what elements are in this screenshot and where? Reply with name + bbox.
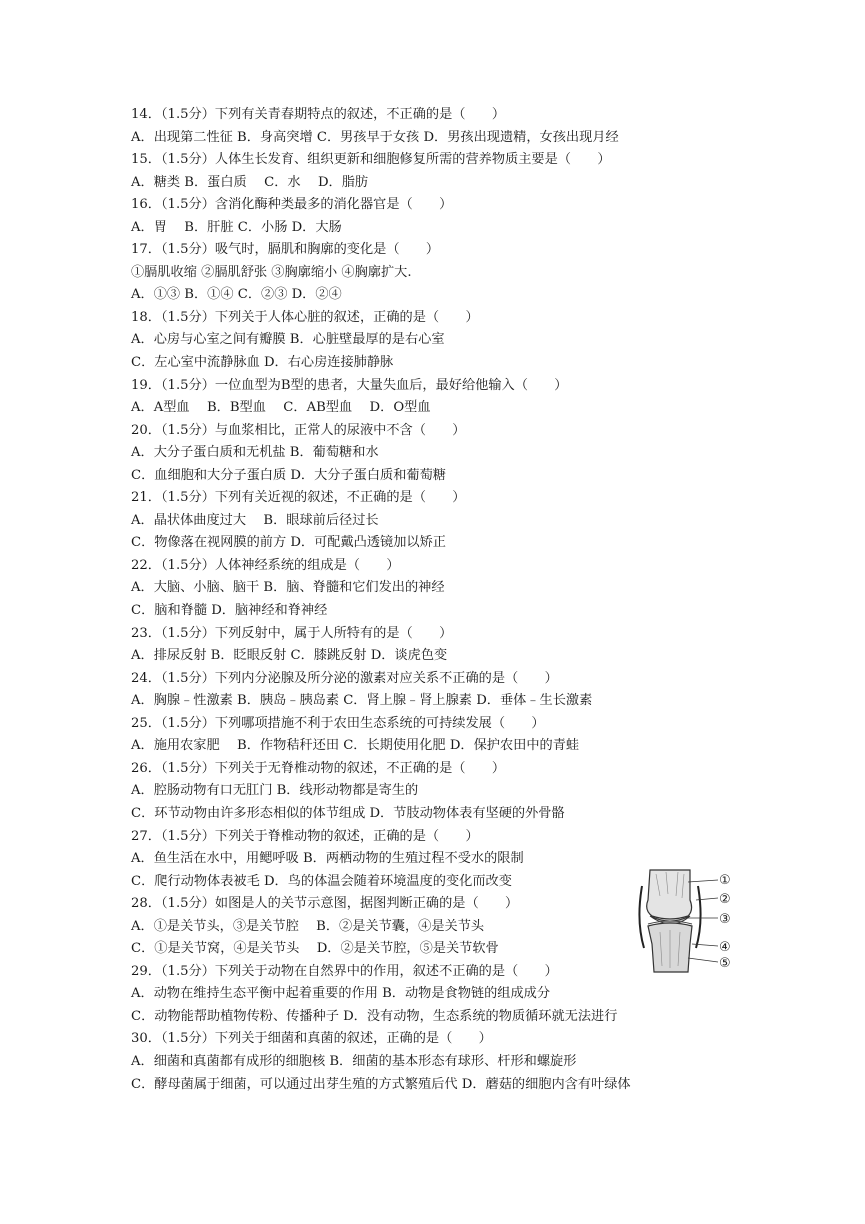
joint-label-5: ⑤: [719, 956, 731, 971]
question-stem: 26．（1.5分）下列关于无脊椎动物的叙述，不正确的是（ ）: [131, 760, 506, 776]
question-stem: 19．（1.5分）一位血型为B型的患者，大量失血后，最好给他输入（ ）: [131, 377, 568, 393]
question-options: A．施用农家肥 B．作物秸秆还田 C．长期使用化肥 D．保护农田中的青蛙: [131, 738, 580, 754]
question-options: A．晶状体曲度过大 B．眼球前后径过长: [131, 512, 379, 528]
question-stem: 20．（1.5分）与血浆相比，正常人的尿液中不含（ ）: [131, 422, 466, 438]
question-options: C．酵母菌属于细菌，可以通过出芽生殖的方式繁殖后代 D．蘑菇的细胞内含有叶绿体: [131, 1076, 631, 1092]
joint-label-2: ②: [719, 892, 731, 907]
question-stem: 18．（1.5分）下列关于人体心脏的叙述，正确的是（ ）: [131, 309, 479, 325]
question-options: A．鱼生活在水中，用鳃呼吸 B．两栖动物的生殖过程不受水的限制: [131, 851, 524, 867]
question-stem: 16．（1.5分）含消化酶种类最多的消化器官是（ ）: [131, 197, 453, 213]
question-options: A．①③ B．①④ C．②③ D．②④: [131, 287, 342, 303]
question-stem: 17．（1.5分）吸气时，膈肌和胸廓的变化是（ ）: [131, 242, 440, 258]
question-options: A．①是关节头，③是关节腔 B．②是关节囊，④是关节头: [131, 918, 485, 934]
question-options: A．大脑、小脑、脑干 B．脑、脊髓和它们发出的神经: [131, 580, 445, 596]
joint-illustration: [639, 870, 718, 972]
question-options: C．物像落在视网膜的前方 D．可配戴凸透镜加以矫正: [131, 535, 446, 551]
question-stem: 23．（1.5分）下列反射中，属于人所特有的是（ ）: [131, 625, 453, 641]
question-options: A．A型血 B．B型血 C．AB型血 D．O型血: [131, 400, 431, 416]
question-options: A．动物在维持生态平衡中起着重要的作用 B．动物是食物链的组成成分: [131, 986, 551, 1002]
question-options: ①膈肌收缩 ②膈肌舒张 ③胸廓缩小 ④胸廓扩大.: [131, 264, 412, 280]
question-options: C．脑和脊髓 D．脑神经和脊神经: [131, 603, 328, 619]
joint-diagram: [632, 866, 742, 976]
question-options: A．大分子蛋白质和无机盐 B．葡萄糖和水: [131, 445, 379, 461]
question-stem: 25．（1.5分）下列哪项措施不利于农田生态系统的可持续发展（ ）: [131, 715, 545, 731]
question-stem: 21．（1.5分）下列有关近视的叙述，不正确的是（ ）: [131, 490, 466, 506]
question-options: A．排尿反射 B．眨眼反射 C．膝跳反射 D．谈虎色变: [131, 648, 448, 664]
question-stem: 15．（1.5分）人体生长发育、组织更新和细胞修复所需的营养物质主要是（ ）: [131, 152, 611, 168]
question-stem: 24．（1.5分）下列内分泌腺及所分泌的激素对应关系不正确的是（ ）: [131, 670, 558, 686]
question-options: A．胸腺﹣性激素 B．胰岛﹣胰岛素 C．肾上腺﹣肾上腺素 D．垂体﹣生长激素: [131, 693, 593, 709]
question-options: A．腔肠动物有口无肛门 B．线形动物都是寄生的: [131, 783, 419, 799]
question-stem: 28．（1.5分）如图是人的关节示意图，据图判断正确的是（ ）: [131, 896, 519, 912]
joint-label-4: ④: [719, 940, 731, 955]
joint-label-1: ①: [719, 873, 731, 888]
question-options: A．细菌和真菌都有成形的细胞核 B．细菌的基本形态有球形、杆形和螺旋形: [131, 1053, 577, 1069]
question-options: A．胃 B．肝脏 C．小肠 D．大肠: [131, 219, 342, 235]
question-options: C．爬行动物体表被毛 D．鸟的体温会随着环境温度的变化而改变: [131, 873, 512, 889]
question-stem: 29．（1.5分）下列关于动物在自然界中的作用，叙述不正确的是（ ）: [131, 963, 558, 979]
question-stem: 30．（1.5分）下列关于细菌和真菌的叙述，正确的是（ ）: [131, 1031, 492, 1047]
joint-label-3: ③: [719, 912, 731, 927]
question-options: A．出现第二性征 B．身高突增 C．男孩早于女孩 D．男孩出现遗精，女孩出现月经: [131, 129, 619, 145]
question-options: C．动物能帮助植物传粉、传播种子 D．没有动物，生态系统的物质循环就无法进行: [131, 1008, 618, 1024]
question-stem: 22．（1.5分）人体神经系统的组成是（ ）: [131, 557, 400, 573]
question-options: C．①是关节窝，④是关节头 D．②是关节腔，⑤是关节软骨: [131, 941, 499, 957]
question-options: A．心房与心室之间有瓣膜 B．心脏壁最厚的是右心室: [131, 332, 445, 348]
question-options: C．环节动物由许多形态相似的体节组成 D．节肢动物体表有坚硬的外骨骼: [131, 805, 565, 821]
question-options: A．糖类 B．蛋白质 C．水 D．脂肪: [131, 174, 369, 190]
question-options: C．左心室中流静脉血 D．右心房连接肺静脉: [131, 355, 394, 371]
question-stem: 14．（1.5分）下列有关青春期特点的叙述，不正确的是（ ）: [131, 107, 506, 122]
question-options: C．血细胞和大分子蛋白质 D．大分子蛋白质和葡萄糖: [131, 467, 446, 483]
question-stem: 27．（1.5分）下列关于脊椎动物的叙述，正确的是（ ）: [131, 828, 479, 844]
